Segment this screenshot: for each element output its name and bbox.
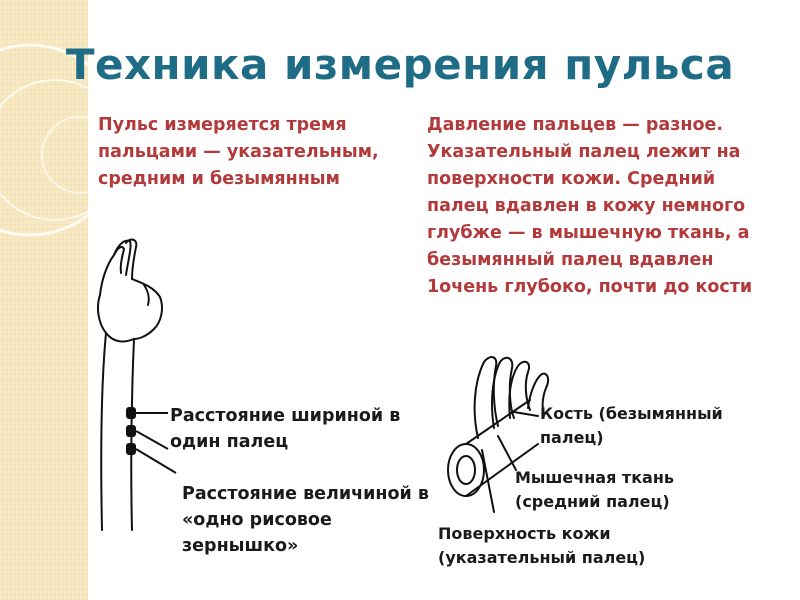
caption-muscle: Мышечная ткань (средний палец) xyxy=(515,468,675,511)
wrist-hand-illustration xyxy=(88,235,188,535)
left-description: Пульс измеряется тремя пальцами — указательным, средним и безымянным xyxy=(98,115,379,189)
slide-title: Техника измерения пульса xyxy=(65,40,735,89)
caption-skin: Поверхность кожи (указательный палец) xyxy=(438,524,646,567)
caption-bone: Кость (безымянный палец) xyxy=(540,404,723,447)
right-description: Давление пальцев — разное. Указательный палец лежит на поверхности кожи. Средний палец вдавлен в кожу немного глубже — в мышечную ткань, а безымянный палец вдавлен 1очень глубоко, почти до кости xyxy=(427,115,753,297)
caption-rice-grain: Расстояние величиной в «одно рисовое зернышко» xyxy=(182,484,429,556)
caption-finger-width: Расстояние шириной в один палец xyxy=(170,406,401,452)
